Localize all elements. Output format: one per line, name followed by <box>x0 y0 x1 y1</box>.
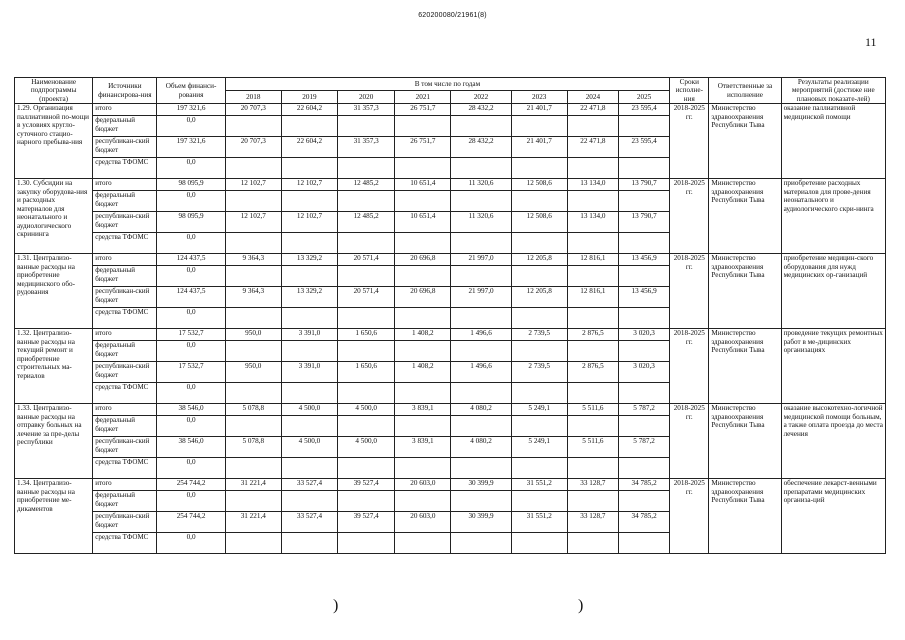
year-value-cell: 33 527,4 <box>281 512 337 533</box>
year-value-cell <box>338 158 395 179</box>
volume-cell: 98 095,9 <box>157 212 225 233</box>
responsible-cell: Министерство здравоохранения Республики Тыва <box>709 254 781 329</box>
volume-cell: 0,0 <box>157 308 225 329</box>
funding-source: средства ТФОМС <box>93 533 157 554</box>
year-value-cell <box>618 341 669 362</box>
year-value-cell <box>618 191 669 212</box>
year-value-cell: 5 787,2 <box>618 404 669 416</box>
year-value-cell <box>225 533 281 554</box>
year-value-cell <box>395 341 451 362</box>
year-value-cell <box>395 158 451 179</box>
year-value-cell: 1 650,6 <box>338 329 395 341</box>
footer-mark-left: ) <box>333 597 339 614</box>
year-value-cell <box>338 308 395 329</box>
year-value-cell <box>225 416 281 437</box>
table-row <box>15 479 886 491</box>
funding-source: федеральный бюджет <box>93 491 157 512</box>
year-header: 2018 <box>225 91 281 104</box>
year-value-cell: 12 102,7 <box>225 179 281 191</box>
table-body <box>15 104 886 554</box>
year-value-cell <box>338 416 395 437</box>
year-value-cell <box>511 341 567 362</box>
funding-source: итого <box>93 404 157 416</box>
year-value-cell: 31 357,3 <box>338 137 395 158</box>
year-value-cell <box>281 233 337 254</box>
year-value-cell: 4 080,2 <box>451 404 511 416</box>
year-value-cell: 5 511,6 <box>567 437 618 458</box>
table-row <box>15 404 886 416</box>
year-value-cell: 10 651,4 <box>395 212 451 233</box>
term-cell: 2018-2025 гг. <box>670 254 709 329</box>
volume-cell: 0,0 <box>157 191 225 212</box>
year-value-cell: 28 432,2 <box>451 104 511 116</box>
year-value-cell: 28 432,2 <box>451 137 511 158</box>
year-value-cell <box>338 266 395 287</box>
volume-cell: 197 321,6 <box>157 104 225 116</box>
col-header-terms: Сроки исполне-ния <box>670 78 709 104</box>
year-value-cell <box>618 308 669 329</box>
year-value-cell: 20 707,3 <box>225 137 281 158</box>
year-value-cell <box>338 458 395 479</box>
year-value-cell <box>395 458 451 479</box>
year-value-cell: 2 876,5 <box>567 362 618 383</box>
year-value-cell: 11 320,6 <box>451 212 511 233</box>
year-value-cell: 23 595,4 <box>618 104 669 116</box>
year-value-cell: 12 205,8 <box>511 254 567 266</box>
year-value-cell: 13 790,7 <box>618 212 669 233</box>
year-value-cell: 9 364,3 <box>225 287 281 308</box>
year-value-cell: 20 707,3 <box>225 104 281 116</box>
year-value-cell <box>225 308 281 329</box>
table-row <box>15 329 886 341</box>
volume-cell: 254 744,2 <box>157 512 225 533</box>
volume-cell: 124 437,5 <box>157 287 225 308</box>
year-header: 2023 <box>511 91 567 104</box>
year-value-cell <box>338 383 395 404</box>
funding-source: федеральный бюджет <box>93 116 157 137</box>
year-value-cell <box>338 491 395 512</box>
year-value-cell <box>511 266 567 287</box>
year-value-cell <box>451 458 511 479</box>
year-value-cell <box>395 233 451 254</box>
year-value-cell: 13 329,2 <box>281 287 337 308</box>
year-value-cell: 31 551,2 <box>511 512 567 533</box>
year-value-cell: 20 696,8 <box>395 287 451 308</box>
year-value-cell <box>618 266 669 287</box>
year-value-cell <box>395 383 451 404</box>
year-value-cell: 31 221,4 <box>225 512 281 533</box>
year-value-cell: 39 527,4 <box>338 512 395 533</box>
funding-source: итого <box>93 479 157 491</box>
year-value-cell: 4 500,0 <box>281 437 337 458</box>
year-value-cell <box>511 158 567 179</box>
year-value-cell <box>225 158 281 179</box>
funding-source: республикан-ский бюджет <box>93 287 157 308</box>
year-value-cell: 13 790,7 <box>618 179 669 191</box>
year-value-cell: 30 399,9 <box>451 512 511 533</box>
year-value-cell <box>281 116 337 137</box>
funding-source: федеральный бюджет <box>93 266 157 287</box>
funding-source: республикан-ский бюджет <box>93 437 157 458</box>
year-value-cell <box>567 233 618 254</box>
funding-source: итого <box>93 254 157 266</box>
year-value-cell: 1 496,6 <box>451 362 511 383</box>
year-value-cell: 39 527,4 <box>338 479 395 491</box>
funding-source: республикан-ский бюджет <box>93 512 157 533</box>
year-value-cell <box>618 383 669 404</box>
year-value-cell <box>281 416 337 437</box>
year-header: 2025 <box>618 91 669 104</box>
year-header: 2019 <box>281 91 337 104</box>
year-value-cell: 13 134,0 <box>567 179 618 191</box>
year-value-cell: 3 020,3 <box>618 329 669 341</box>
year-value-cell <box>451 116 511 137</box>
year-value-cell: 33 128,7 <box>567 512 618 533</box>
year-value-cell <box>281 308 337 329</box>
year-value-cell <box>567 383 618 404</box>
page-number: 11 <box>865 35 877 49</box>
year-value-cell: 13 456,9 <box>618 254 669 266</box>
year-value-cell <box>338 191 395 212</box>
term-cell: 2018-2025 гг. <box>670 479 709 554</box>
col-header-results: Результаты реализации мероприятий (достиже ние плановых показате-лей) <box>781 78 885 104</box>
responsible-cell: Министерство здравоохранения Республики Тыва <box>709 404 781 479</box>
responsible-cell: Министерство здравоохранения Республики Тыва <box>709 104 781 179</box>
funding-source: итого <box>93 329 157 341</box>
year-value-cell <box>281 341 337 362</box>
year-value-cell <box>567 266 618 287</box>
year-value-cell <box>567 533 618 554</box>
year-value-cell: 20 603,0 <box>395 479 451 491</box>
responsible-cell: Министерство здравоохранения Республики Тыва <box>709 179 781 254</box>
year-value-cell <box>618 458 669 479</box>
year-header: 2021 <box>395 91 451 104</box>
year-value-cell: 12 205,8 <box>511 287 567 308</box>
year-value-cell <box>567 158 618 179</box>
volume-cell: 0,0 <box>157 383 225 404</box>
year-value-cell: 34 785,2 <box>618 479 669 491</box>
year-header: 2020 <box>338 91 395 104</box>
volume-cell: 0,0 <box>157 458 225 479</box>
year-value-cell: 5 078,8 <box>225 404 281 416</box>
result-cell: приобретение расходных материалов для прове-дения неонатального и аудиологического скри-нинга <box>781 179 885 254</box>
term-cell: 2018-2025 гг. <box>670 404 709 479</box>
year-value-cell: 2 876,5 <box>567 329 618 341</box>
year-value-cell: 3 391,0 <box>281 362 337 383</box>
year-value-cell: 1 650,6 <box>338 362 395 383</box>
term-cell: 2018-2025 гг. <box>670 179 709 254</box>
year-value-cell: 3 839,1 <box>395 404 451 416</box>
year-value-cell: 3 839,1 <box>395 437 451 458</box>
year-value-cell <box>338 116 395 137</box>
year-value-cell: 1 496,6 <box>451 329 511 341</box>
year-value-cell <box>451 533 511 554</box>
year-value-cell <box>618 233 669 254</box>
measure-name: 1.33. Централизо-ванные расходы на отправку больных на лечение за пре-делы республики <box>15 404 93 479</box>
year-header: 2024 <box>567 91 618 104</box>
year-value-cell <box>225 233 281 254</box>
year-value-cell <box>618 533 669 554</box>
col-header-volume: Объем финанси-рования <box>157 78 225 104</box>
year-value-cell: 12 508,6 <box>511 212 567 233</box>
year-value-cell <box>395 533 451 554</box>
year-value-cell <box>511 308 567 329</box>
year-value-cell <box>281 533 337 554</box>
volume-cell: 124 437,5 <box>157 254 225 266</box>
funding-source: средства ТФОМС <box>93 233 157 254</box>
year-value-cell <box>511 383 567 404</box>
year-value-cell <box>338 341 395 362</box>
year-value-cell: 31 221,4 <box>225 479 281 491</box>
year-value-cell: 33 527,4 <box>281 479 337 491</box>
volume-cell: 197 321,6 <box>157 137 225 158</box>
year-value-cell <box>567 116 618 137</box>
year-value-cell <box>451 491 511 512</box>
year-value-cell <box>338 533 395 554</box>
year-value-cell: 10 651,4 <box>395 179 451 191</box>
funding-source: средства ТФОМС <box>93 308 157 329</box>
year-value-cell: 20 571,4 <box>338 254 395 266</box>
funding-source: республикан-ский бюджет <box>93 362 157 383</box>
year-value-cell <box>395 308 451 329</box>
year-value-cell <box>511 491 567 512</box>
measure-name: 1.34. Централизо-ванные расходы на приобретение ме-дикаментов <box>15 479 93 554</box>
year-value-cell: 13 329,2 <box>281 254 337 266</box>
year-value-cell: 31 357,3 <box>338 104 395 116</box>
responsible-cell: Министерство здравоохранения Республики Тыва <box>709 479 781 554</box>
year-value-cell <box>225 116 281 137</box>
year-value-cell <box>451 233 511 254</box>
year-value-cell <box>511 191 567 212</box>
year-value-cell <box>338 233 395 254</box>
year-value-cell: 2 739,5 <box>511 329 567 341</box>
col-header-by-years: В том числе по годам <box>225 78 670 91</box>
result-cell: оказание паллиативной медицинской помощи <box>781 104 885 179</box>
col-header-responsible: Ответственные за исполнение <box>709 78 781 104</box>
year-value-cell: 950,0 <box>225 362 281 383</box>
result-cell: проведение текущих ремонтных работ в ме-дицинских организациях <box>781 329 885 404</box>
year-value-cell: 13 134,0 <box>567 212 618 233</box>
result-cell: приобретение медицин-ского оборудования для нужд медицинских ор-ганизаций <box>781 254 885 329</box>
year-value-cell: 5 249,1 <box>511 404 567 416</box>
year-value-cell: 22 604,2 <box>281 137 337 158</box>
funding-source: республикан-ский бюджет <box>93 137 157 158</box>
funding-source: средства ТФОМС <box>93 458 157 479</box>
year-value-cell: 33 128,7 <box>567 479 618 491</box>
year-value-cell <box>511 533 567 554</box>
year-value-cell: 2 739,5 <box>511 362 567 383</box>
year-value-cell: 4 500,0 <box>281 404 337 416</box>
volume-cell: 17 532,7 <box>157 362 225 383</box>
year-value-cell: 22 471,8 <box>567 137 618 158</box>
year-value-cell <box>225 383 281 404</box>
year-value-cell <box>451 266 511 287</box>
year-value-cell: 22 471,8 <box>567 104 618 116</box>
year-value-cell <box>567 416 618 437</box>
year-value-cell: 11 320,6 <box>451 179 511 191</box>
year-value-cell: 23 595,4 <box>618 137 669 158</box>
year-value-cell: 21 401,7 <box>511 104 567 116</box>
year-value-cell: 21 997,0 <box>451 254 511 266</box>
year-value-cell <box>225 341 281 362</box>
volume-cell: 254 744,2 <box>157 479 225 491</box>
funding-source: итого <box>93 104 157 116</box>
year-value-cell <box>451 308 511 329</box>
year-value-cell <box>281 491 337 512</box>
volume-cell: 0,0 <box>157 341 225 362</box>
year-value-cell: 30 399,9 <box>451 479 511 491</box>
year-value-cell <box>281 458 337 479</box>
year-value-cell <box>451 158 511 179</box>
year-value-cell <box>395 191 451 212</box>
year-value-cell <box>618 158 669 179</box>
year-value-cell <box>281 383 337 404</box>
header-row <box>15 78 886 91</box>
year-value-cell <box>511 233 567 254</box>
year-value-cell <box>281 266 337 287</box>
table-row <box>15 254 886 266</box>
year-value-cell: 5 787,2 <box>618 437 669 458</box>
year-value-cell: 3 020,3 <box>618 362 669 383</box>
year-value-cell <box>281 158 337 179</box>
year-value-cell: 5 249,1 <box>511 437 567 458</box>
funding-source: итого <box>93 179 157 191</box>
year-value-cell <box>395 416 451 437</box>
year-value-cell: 4 080,2 <box>451 437 511 458</box>
year-value-cell: 5 078,8 <box>225 437 281 458</box>
volume-cell: 38 546,0 <box>157 404 225 416</box>
term-cell: 2018-2025 гг. <box>670 104 709 179</box>
year-value-cell: 5 511,6 <box>567 404 618 416</box>
result-cell: оказание высокотехно-логичной медицинской помощи больным, а также оплата проезда до места лечения <box>781 404 885 479</box>
year-value-cell <box>511 116 567 137</box>
measure-name: 1.29. Организация паллиативной по-мощи в условиях кругло-суточного стацио-нарного пребыва-ния <box>15 104 93 179</box>
year-value-cell: 12 102,7 <box>225 212 281 233</box>
year-value-cell: 26 751,7 <box>395 137 451 158</box>
year-value-cell: 1 408,2 <box>395 362 451 383</box>
year-value-cell <box>618 416 669 437</box>
measure-name: 1.32. Централизо-ванные расходы на текущий ремонт и приобретение строительных ма-териалов <box>15 329 93 404</box>
table-row <box>15 104 886 116</box>
year-value-cell: 13 456,9 <box>618 287 669 308</box>
year-value-cell: 20 696,8 <box>395 254 451 266</box>
year-value-cell <box>451 341 511 362</box>
year-value-cell: 34 785,2 <box>618 512 669 533</box>
year-value-cell <box>451 383 511 404</box>
year-value-cell: 26 751,7 <box>395 104 451 116</box>
year-value-cell: 12 485,2 <box>338 179 395 191</box>
year-value-cell <box>225 458 281 479</box>
year-value-cell: 4 500,0 <box>338 437 395 458</box>
funding-source: средства ТФОМС <box>93 383 157 404</box>
funding-source: федеральный бюджет <box>93 191 157 212</box>
year-value-cell <box>395 266 451 287</box>
col-header-source: Источники финансирова-ния <box>93 78 157 104</box>
document-id: 620200080/21961(8) <box>418 12 487 19</box>
year-value-cell <box>225 491 281 512</box>
funding-source: средства ТФОМС <box>93 158 157 179</box>
year-value-cell: 12 485,2 <box>338 212 395 233</box>
footer-mark-right: ) <box>578 597 584 614</box>
term-cell: 2018-2025 гг. <box>670 329 709 404</box>
volume-cell: 0,0 <box>157 266 225 287</box>
table-row <box>15 179 886 191</box>
year-value-cell: 1 408,2 <box>395 329 451 341</box>
year-value-cell <box>451 416 511 437</box>
year-value-cell: 12 816,1 <box>567 287 618 308</box>
year-value-cell <box>451 191 511 212</box>
year-value-cell <box>618 491 669 512</box>
year-value-cell: 20 603,0 <box>395 512 451 533</box>
col-header-name: Наименование подпрограммы (проекта) <box>15 78 93 104</box>
measure-name: 1.30. Субсидии на закупку оборудова-ния и расходных материалов для неонатального и аудиологического скрининга <box>15 179 93 254</box>
year-value-cell: 31 551,2 <box>511 479 567 491</box>
funding-source: республикан-ский бюджет <box>93 212 157 233</box>
volume-cell: 0,0 <box>157 233 225 254</box>
result-cell: обеспечение лекарст-венными препаратами медицинских организа-ций <box>781 479 885 554</box>
volume-cell: 0,0 <box>157 533 225 554</box>
volume-cell: 0,0 <box>157 158 225 179</box>
year-value-cell <box>395 116 451 137</box>
year-value-cell: 21 997,0 <box>451 287 511 308</box>
volume-cell: 98 095,9 <box>157 179 225 191</box>
volume-cell: 0,0 <box>157 491 225 512</box>
year-value-cell <box>511 416 567 437</box>
volume-cell: 0,0 <box>157 416 225 437</box>
year-value-cell <box>511 458 567 479</box>
year-value-cell <box>567 341 618 362</box>
volume-cell: 38 546,0 <box>157 437 225 458</box>
funding-source: федеральный бюджет <box>93 416 157 437</box>
program-table <box>14 77 886 554</box>
year-value-cell <box>225 266 281 287</box>
volume-cell: 0,0 <box>157 116 225 137</box>
year-header: 2022 <box>451 91 511 104</box>
year-value-cell <box>567 458 618 479</box>
funding-source: федеральный бюджет <box>93 341 157 362</box>
year-value-cell: 12 816,1 <box>567 254 618 266</box>
year-value-cell <box>567 308 618 329</box>
year-value-cell <box>618 116 669 137</box>
year-value-cell <box>225 191 281 212</box>
year-value-cell: 12 102,7 <box>281 179 337 191</box>
year-value-cell: 9 364,3 <box>225 254 281 266</box>
year-value-cell <box>281 191 337 212</box>
year-value-cell: 12 508,6 <box>511 179 567 191</box>
year-value-cell <box>567 491 618 512</box>
measure-name: 1.31. Централизо-ванные расходы на приобретение медицинского обо-рудования <box>15 254 93 329</box>
year-value-cell: 20 571,4 <box>338 287 395 308</box>
year-value-cell: 3 391,0 <box>281 329 337 341</box>
year-value-cell: 4 500,0 <box>338 404 395 416</box>
responsible-cell: Министерство здравоохранения Республики Тыва <box>709 329 781 404</box>
year-value-cell: 12 102,7 <box>281 212 337 233</box>
year-value-cell: 22 604,2 <box>281 104 337 116</box>
year-value-cell <box>567 191 618 212</box>
year-value-cell: 21 401,7 <box>511 137 567 158</box>
year-value-cell: 950,0 <box>225 329 281 341</box>
year-value-cell <box>395 491 451 512</box>
volume-cell: 17 532,7 <box>157 329 225 341</box>
